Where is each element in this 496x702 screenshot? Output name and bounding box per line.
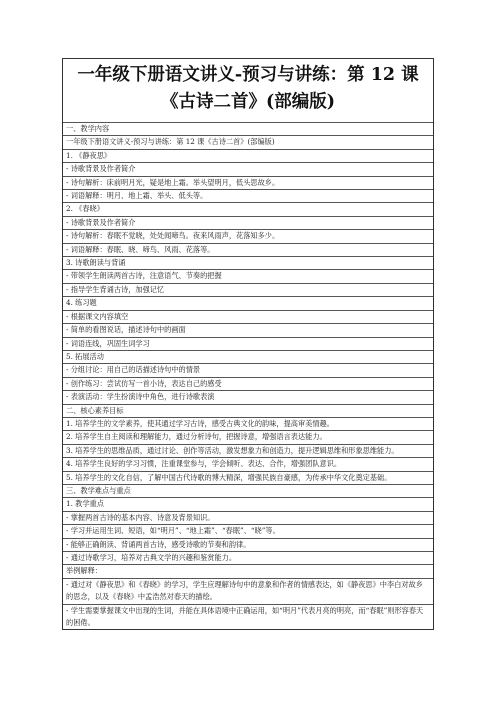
- table-row: - 通过对《静夜思》和《春晓》的学习，学生应理解诗句中的意象和作者的情感表达，如《静夜思》中李白对故乡的思念，以及《春晓》中孟浩然对春天的描绘。: [63, 578, 433, 604]
- table-row: 举例解释：: [63, 564, 433, 577]
- document-page: [62, 58, 434, 630]
- table-row: - 诗句解析：床前明月光，疑是地上霜。举头望明月，低头思故乡。: [63, 176, 433, 189]
- table-row: - 学习并运用生词、短语，如“明月”、“地上霜”、“春眠”、“晓”等。: [63, 524, 433, 537]
- table-row: - 指导学生背诵古诗，加强记忆: [63, 283, 433, 296]
- table-row: - 词语解释：春眠、晓、啼鸟、风雨、花落等。: [63, 243, 433, 256]
- table-row: - 词语连线，巩固生词学习: [63, 337, 433, 350]
- table-row: 一年级下册语文讲义-预习与讲练：第 12 课《古诗二首》(部编版): [63, 135, 433, 148]
- table-row: - 根据课文内容填空: [63, 310, 433, 323]
- table-row: - 词语解释：明月、地上霜、举头、低头等。: [63, 189, 433, 202]
- table-row: - 创作练习：尝试仿写一首小诗，表达自己的感受: [63, 377, 433, 390]
- table-row: - 诗歌背景及作者简介: [63, 162, 433, 175]
- table-row: - 分组讨论：用自己的话描述诗句中的情景: [63, 363, 433, 376]
- table-row: - 带领学生朗读两首古诗，注意语气、节奏的把握: [63, 269, 433, 282]
- table-row: - 通过诗歌学习，培养对古典文学的兴趣和鉴赏能力。: [63, 551, 433, 564]
- title-block: [62, 58, 434, 122]
- table-row: - 学生需要掌握课文中出现的生词，并能在具体语境中正确运用，如“明月”代表月亮的明亮，而“春眠”则形容春天的困倦。: [63, 604, 433, 630]
- table-row: 4. 练习题: [63, 296, 433, 309]
- table-row: 1. 培养学生的文学素养，使其通过学习古诗，感受古典文化的韵味，提高审美情趣。: [63, 417, 433, 430]
- table-row: 2. 《春晓》: [63, 202, 433, 215]
- table-row: - 诗歌背景及作者简介: [63, 216, 433, 229]
- table-row: 2. 培养学生自主阅读和理解能力，通过分析诗句，把握诗意，增强语言表达能力。: [63, 430, 433, 443]
- content-table: [62, 122, 434, 630]
- table-row: 一、教学内容: [63, 122, 433, 135]
- table-row: 1. 《静夜思》: [63, 149, 433, 162]
- table-row: 1. 教学重点: [63, 497, 433, 510]
- table-row: 5. 拓展活动: [63, 350, 433, 363]
- table-row: 5. 培养学生的文化自信，了解中国古代诗歌的博大精深，增强民族自豪感，为传承中华文化奠定基础。: [63, 471, 433, 484]
- table-row: 3. 诗歌朗读与背诵: [63, 256, 433, 269]
- table-row: 4. 培养学生良好的学习习惯，注重课堂参与，学会倾听、表达、合作，增强团队意识。: [63, 457, 433, 470]
- table-row: 3. 培养学生的思维品质，通过讨论、创作等活动，激发想象力和创造力，提升逻辑思维和形象思维能力。: [63, 444, 433, 457]
- table-row: - 能够正确朗读、背诵两首古诗，感受诗歌的节奏和韵律。: [63, 538, 433, 551]
- table-row: - 诗句解析：春眠不觉晓，处处闻啼鸟。夜来风雨声，花落知多少。: [63, 229, 433, 242]
- table-row: 三、教学难点与重点: [63, 484, 433, 497]
- page-title-line-2: 《古诗二首》(部编版): [160, 92, 336, 112]
- table-row: - 掌握两首古诗的基本内容、诗意及背景知识。: [63, 511, 433, 524]
- table-row: - 简单的看图说话，描述诗句中的画面: [63, 323, 433, 336]
- table-row: - 表演活动：学生扮演诗中角色，进行诗歌表演: [63, 390, 433, 403]
- table-row: 二、核心素养目标: [63, 404, 433, 417]
- page-title-line-1: 一年级下册语文讲义-预习与讲练：第 12 课: [77, 65, 419, 85]
